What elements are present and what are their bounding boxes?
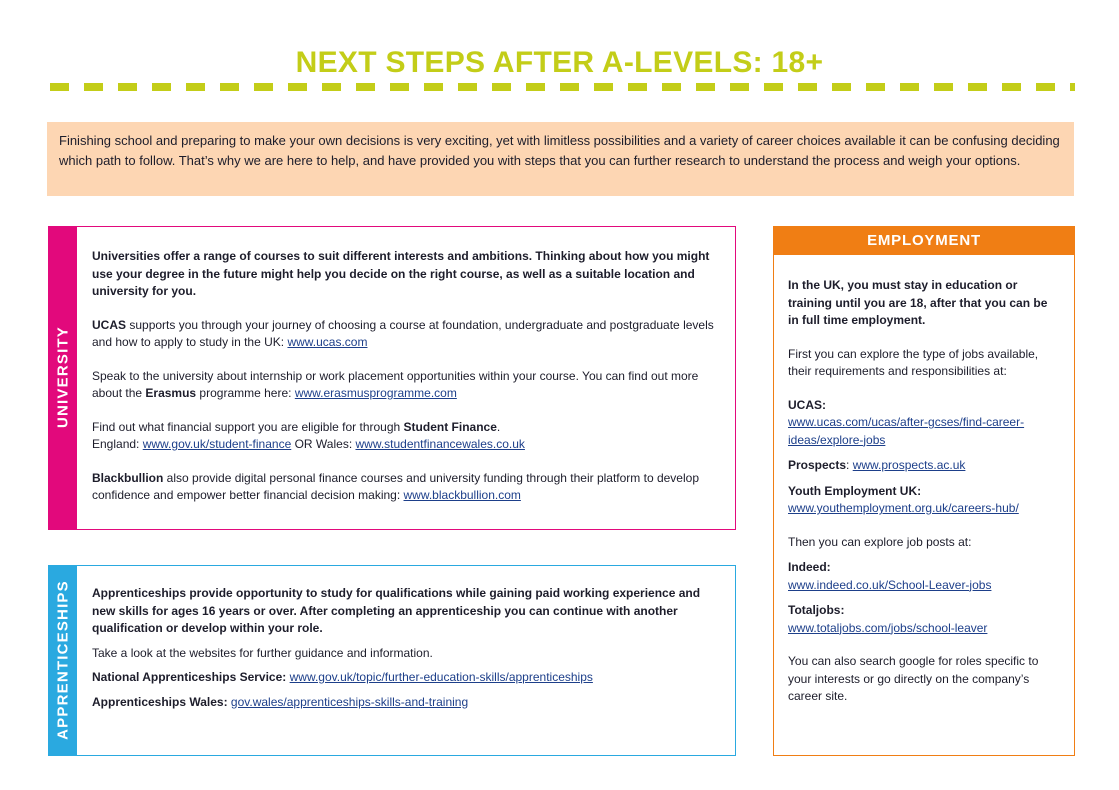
youth-link[interactable]: www.youthemployment.org.uk/careers-hub/ bbox=[788, 501, 1019, 515]
prospects-link[interactable]: www.prospects.ac.uk bbox=[852, 458, 966, 472]
university-finance-paragraph bbox=[92, 419, 717, 454]
youth-label: Youth Employment UK: bbox=[788, 483, 922, 498]
employment-ucas bbox=[788, 397, 1060, 450]
england-finance-link[interactable]: www.gov.uk/student-finance bbox=[142, 437, 292, 451]
intro-panel: Finishing school and preparing to make your own decisions is very exciting, yet with limitless possibilities and a variety of career choices available it can be confusing deciding which path to follow. That’s why we are here to help, and have provided you with steps that you can further research to understand the process and weigh your options. bbox=[47, 122, 1074, 196]
apprenticeships-guidance: Take a look at the websites for further guidance and information. bbox=[92, 645, 433, 660]
apprenticeships-label: APPRENTICESHIPS bbox=[54, 580, 72, 740]
dashed-divider bbox=[50, 83, 1075, 91]
prospects-colon: : bbox=[846, 458, 853, 472]
university-ucas-paragraph bbox=[92, 317, 717, 352]
indeed-label: Indeed: bbox=[788, 560, 831, 574]
university-blackbullion-paragraph bbox=[92, 470, 717, 505]
apprenticeships-section bbox=[48, 565, 736, 756]
finance-bold: Student Finance bbox=[403, 419, 497, 434]
apprenticeships-content bbox=[92, 585, 717, 727]
employment-section bbox=[773, 226, 1075, 756]
erasmus-text-2: programme here: bbox=[196, 386, 295, 400]
nas-paragraph bbox=[92, 669, 717, 687]
university-intro: Universities offer a range of courses to suit different interests and ambitions. Thinking about how you might use your degree in the future might help you decide on the right course, as well as a suitable location and university for you. bbox=[92, 249, 710, 298]
university-side-bar bbox=[49, 227, 77, 529]
blackbullion-link[interactable]: www.blackbullion.com bbox=[403, 488, 521, 502]
apprenticeships-side-bar bbox=[49, 566, 77, 755]
ucas-text: supports you through your journey of choosing a course at foundation, undergraduate and postgraduate levels and how to apply to study in the UK: bbox=[92, 317, 714, 349]
ucas-link[interactable]: www.ucas.com bbox=[287, 335, 368, 349]
blackbullion-text: also provide digital personal finance courses and university funding through their platform to develop confidence and empower better financial decision making: bbox=[92, 470, 699, 502]
finance-end: . bbox=[496, 419, 501, 434]
employment-google: You can also search google for roles specific to your interests or go directly on the company’s career site. bbox=[788, 654, 1039, 703]
university-label: UNIVERSITY bbox=[54, 325, 72, 429]
england-text: England: bbox=[92, 437, 143, 451]
apprenticeships-intro: Apprenticeships provide opportunity to study for qualifications while gaining paid working experience and new skills for ages 16 years or over. After completing an apprenticeship you can continue with another qualification or develop within your role. bbox=[92, 586, 701, 635]
employment-intro: In the UK, you must stay in education or training until you are 18, after that you can be in full time employment. bbox=[788, 278, 1048, 327]
employment-heading: EMPLOYMENT bbox=[774, 227, 1074, 255]
erasmus-bold: Erasmus bbox=[145, 386, 197, 400]
employment-youth bbox=[788, 483, 1060, 518]
employment-ucas-label: UCAS: bbox=[788, 397, 826, 412]
erasmus-link[interactable]: www.erasmusprogramme.com bbox=[294, 386, 457, 400]
ucas-bold: UCAS bbox=[92, 317, 127, 332]
university-erasmus-paragraph bbox=[92, 368, 717, 403]
aw-label: Apprenticeships Wales: bbox=[92, 694, 231, 709]
employment-ucas-link[interactable]: www.ucas.com/ucas/after-gcses/find-career-ideas/explore-jobs bbox=[788, 415, 1025, 447]
erasmus-text-1: Speak to the university about internship or work placement opportunities within your course. You can find out more about the bbox=[92, 368, 699, 400]
finance-text: Find out what financial support you are eligible for through bbox=[92, 419, 404, 434]
university-content bbox=[92, 248, 717, 521]
aw-paragraph bbox=[92, 694, 717, 712]
prospects-label: Prospects bbox=[788, 458, 847, 472]
employment-totaljobs bbox=[788, 602, 1060, 637]
wales-finance-link[interactable]: www.studentfinancewales.co.uk bbox=[355, 437, 525, 451]
nas-link[interactable]: www.gov.uk/topic/further-education-skills/apprenticeships bbox=[289, 670, 593, 684]
employment-indeed bbox=[788, 559, 1060, 594]
totaljobs-link[interactable]: www.totaljobs.com/jobs/school-leaver bbox=[788, 620, 988, 635]
aw-link[interactable]: gov.wales/apprenticeships-skills-and-training bbox=[230, 694, 469, 709]
or-wales-text: OR Wales: bbox=[291, 437, 356, 451]
employment-content bbox=[788, 277, 1060, 722]
indeed-link[interactable]: www.indeed.co.uk/School-Leaver-jobs bbox=[788, 577, 992, 592]
employment-prospects bbox=[788, 457, 1060, 475]
page-title: NEXT STEPS AFTER A-LEVELS: 18+ bbox=[295, 46, 824, 79]
totaljobs-label: Totaljobs: bbox=[788, 603, 845, 617]
employment-explore: First you can explore the type of jobs available, their requirements and responsibilities at: bbox=[788, 346, 1039, 378]
nas-label: National Apprenticeships Service: bbox=[92, 670, 290, 684]
blackbullion-bold: Blackbullion bbox=[92, 470, 164, 485]
university-section bbox=[48, 226, 736, 530]
employment-job-posts: Then you can explore job posts at: bbox=[788, 534, 972, 549]
